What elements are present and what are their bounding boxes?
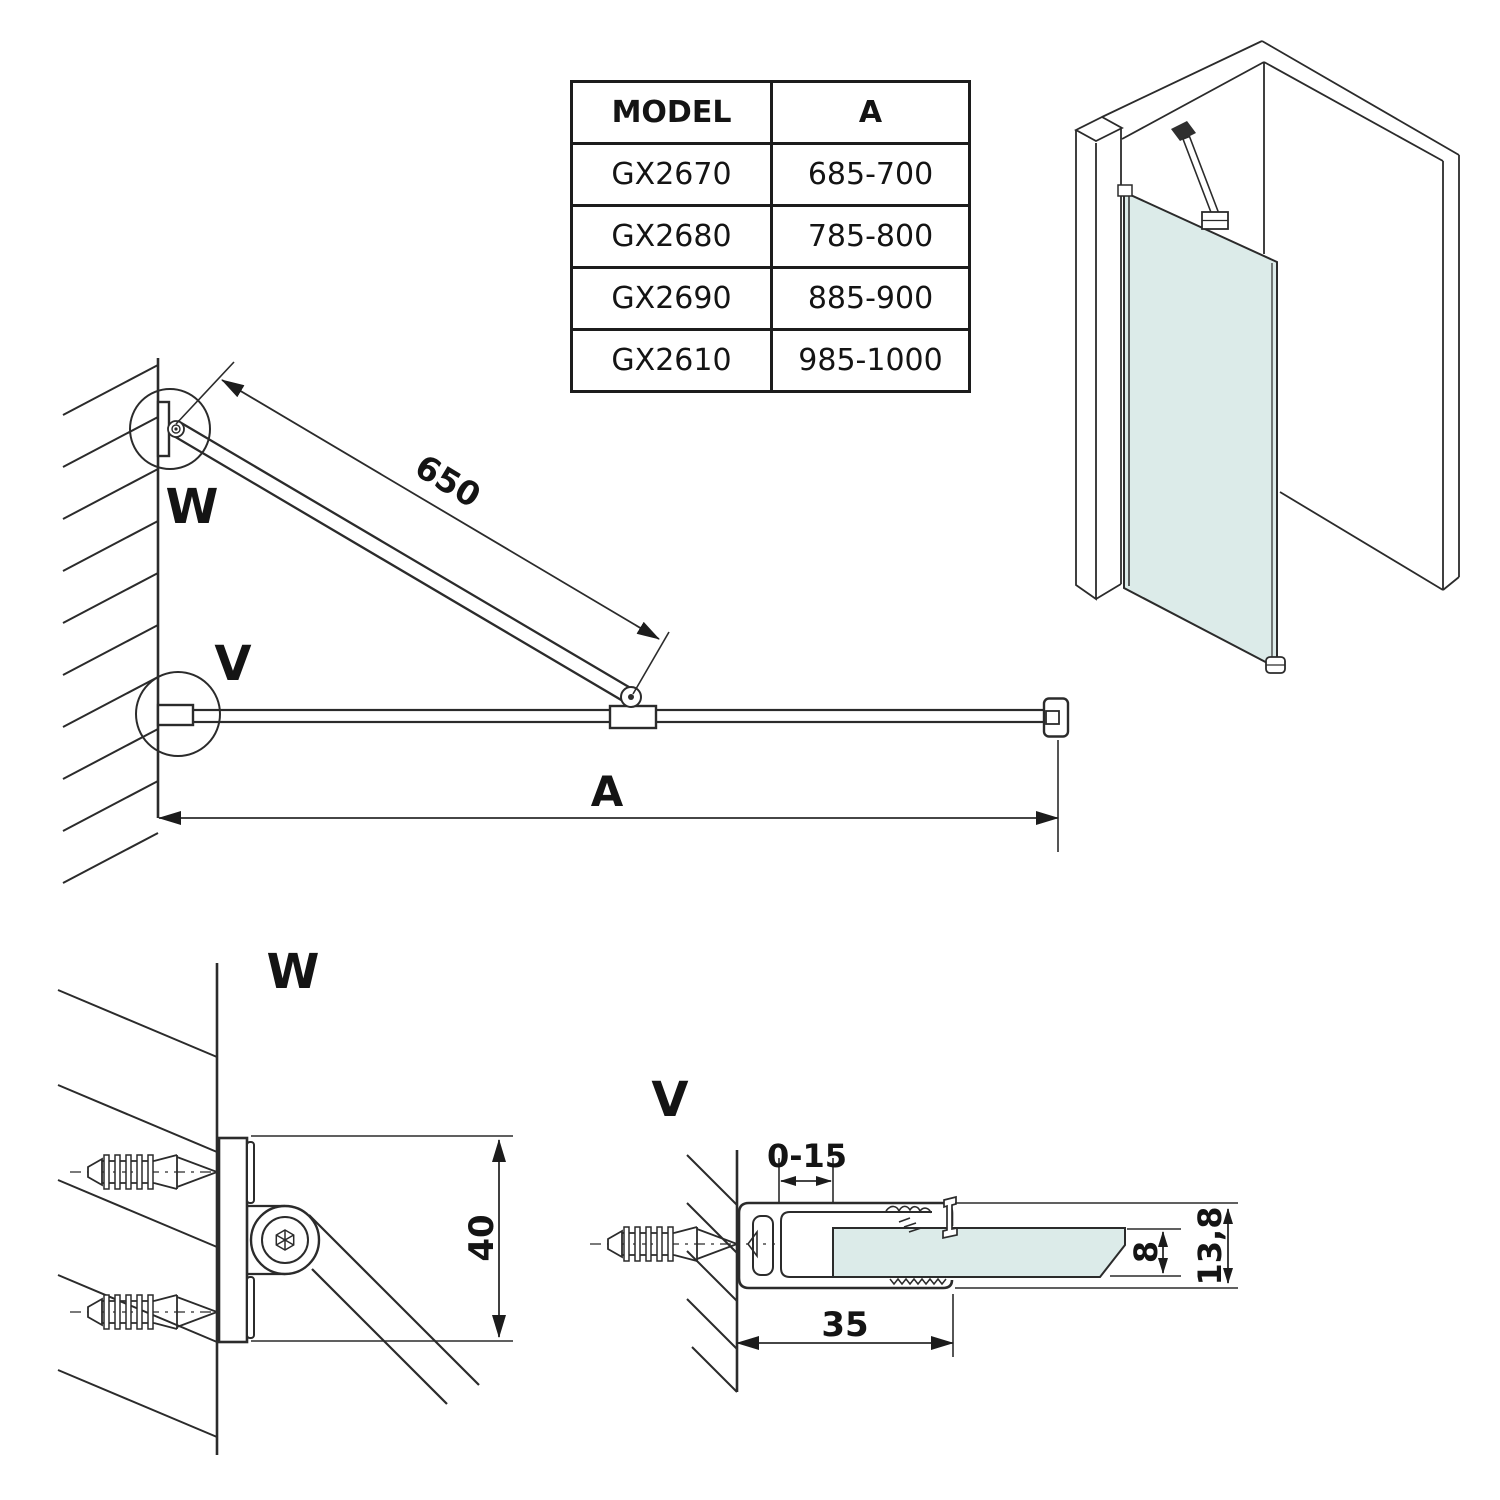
bracket-height-label: 40 xyxy=(462,1214,502,1262)
a-cell: 785-800 xyxy=(772,206,970,268)
detail-w-title: W xyxy=(266,944,320,1000)
brace-rod xyxy=(1183,137,1219,216)
detail-w-view xyxy=(58,963,513,1455)
model-spec-table xyxy=(570,80,971,393)
bracket-plate xyxy=(219,1138,247,1342)
model-cell: GX2670 xyxy=(572,144,772,206)
header-dimension-a: A xyxy=(772,82,970,144)
brace-arm xyxy=(309,1215,479,1404)
serration xyxy=(890,1279,946,1284)
isometric-view xyxy=(1076,41,1459,673)
glass-pane-section xyxy=(833,1228,1125,1277)
wall-hatching xyxy=(58,990,217,1437)
model-cell: GX2690 xyxy=(572,268,772,330)
support-brace xyxy=(1171,121,1228,229)
bar-wall-fitting xyxy=(158,705,193,725)
table-row xyxy=(572,144,970,206)
callout-w-label: W xyxy=(165,479,219,535)
brace-length-label: 650 xyxy=(408,446,488,516)
right-wall xyxy=(1262,41,1459,590)
shower-glass-panel xyxy=(1124,192,1277,668)
model-cell: GX2680 xyxy=(572,206,772,268)
table-row xyxy=(572,206,970,268)
callout-v-label: V xyxy=(214,636,252,692)
profile-height-label: 13,8 xyxy=(1191,1206,1229,1286)
slider-connector xyxy=(610,706,656,728)
width-a-label: A xyxy=(590,767,624,816)
detail-v-title: V xyxy=(651,1072,689,1128)
plan-view xyxy=(63,358,1068,883)
glass-inset-label: 0-15 xyxy=(766,1137,848,1175)
glass-foot xyxy=(1266,657,1285,673)
model-cell: GX2610 xyxy=(572,330,772,392)
left-wall xyxy=(1076,117,1122,599)
table-header-row xyxy=(572,82,970,144)
header-model: MODEL xyxy=(572,82,772,144)
a-cell: 885-900 xyxy=(772,268,970,330)
detail-v-view xyxy=(590,1150,1238,1392)
wall-hatching xyxy=(687,1155,737,1392)
glass-thickness-label: 8 xyxy=(1127,1240,1165,1264)
table-row xyxy=(572,330,970,392)
a-cell: 685-700 xyxy=(772,144,970,206)
a-cell: 985-1000 xyxy=(772,330,970,392)
wall-hatching xyxy=(63,365,158,883)
table-row xyxy=(572,268,970,330)
profile-depth-label: 35 xyxy=(821,1305,869,1345)
